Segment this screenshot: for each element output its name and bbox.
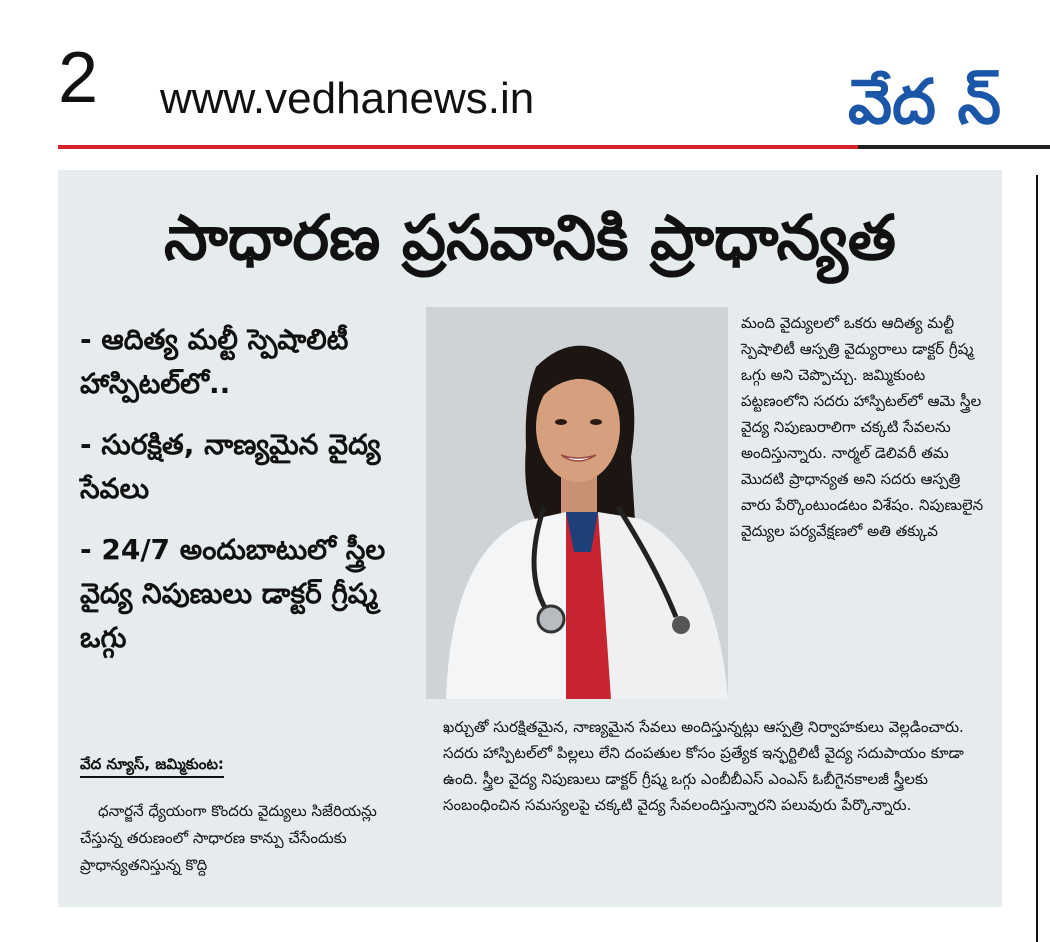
header-rule-red xyxy=(58,145,858,149)
highlight-item: - 24/7 అందుబాటులో స్త్రీల వైద్య నిపుణులు డాక్టర్ గ్రీష్మ ఒగ్గు xyxy=(80,533,386,654)
article-box xyxy=(58,170,1002,907)
lead-paragraph: ధనార్జనే ధ్యేయంగా కొందరు వైద్యులు సిజేరియన్లు చేస్తున్న తరుణంలో సాధారణ కాన్పు చేసేందుకు ప్రాధాన్యతనిస్తున్న కొద్ది xyxy=(80,802,377,874)
body-column-right: మంది వైద్యులలో ఒకరు ఆదిత్య మల్టీ స్పెషాలిటీ ఆస్పత్రి వైద్యురాలు డాక్టర్ గ్రీష్మ ఒగ్గు అని చెప్పొచ్చు. జమ్మికుంట పట్టణంలోని సదరు హాస్పిటల్‌లో ఆమె స్త్రీల వైద్య నిపుణురాలిగా చక్కటి సేవలను అందిస్తున్నారు. నార్మల్ డెలివరీ తమ మొదటి ప్రాధాన్యత అని సదరు ఆస్పత్రి వారు పేర్కొంటుండటం విశేషం. నిపుణులైన వైద్యుల పర్యవేక్షణలో అతి తక్కువ xyxy=(741,314,984,540)
doctor-photo xyxy=(426,307,728,699)
site-url[interactable]: www.vedhanews.in xyxy=(160,74,535,123)
highlights-list xyxy=(80,318,420,677)
masthead-logo: వేద న్ xyxy=(848,65,1001,138)
column-divider xyxy=(1036,175,1038,942)
headline: సాధారణ ప్రసవానికి ప్రాధాన్యత xyxy=(163,201,897,274)
dateline: వేద న్యూస్, జమ్మికుంట: xyxy=(80,754,224,778)
highlight-item: - ఆదిత్య మల్టీ స్పెషాలిటీ హాస్పిటల్‌లో.. xyxy=(80,323,349,400)
header-rule-dark xyxy=(858,145,1050,149)
highlight-item: - సురక్షిత, నాణ్యమైన వైద్య సేవలు xyxy=(80,428,381,505)
body-column-bottom: ఖర్చుతో సురక్షితమైన, నాణ్యమైన సేవలు అందిస్తున్నట్లు ఆస్పత్రి నిర్వాహకులు వెల్లడించారు. సదరు హాస్పిటల్‌లో పిల్లలు లేని దంపతుల కోసం ప్రత్యేక ఇన్ఫర్టిలిటీ వైద్య సదుపాయం కూడా ఉంది. స్త్రీల వైద్య నిపుణులు డాక్టర్ గ్రీష్మ ఒగ్గు ఎంబీబీఎస్ ఎంఎస్ ఓబీగైనకాలజీ స్త్రీలకు సంబంధించిన సమస్యలపై చక్కటి వైద్య సేవలందిస్తున్నారని పలువురు పేర్కొన్నారు. xyxy=(443,718,964,814)
doctor-portrait-image xyxy=(426,307,728,699)
page-number: 2 xyxy=(58,38,99,118)
